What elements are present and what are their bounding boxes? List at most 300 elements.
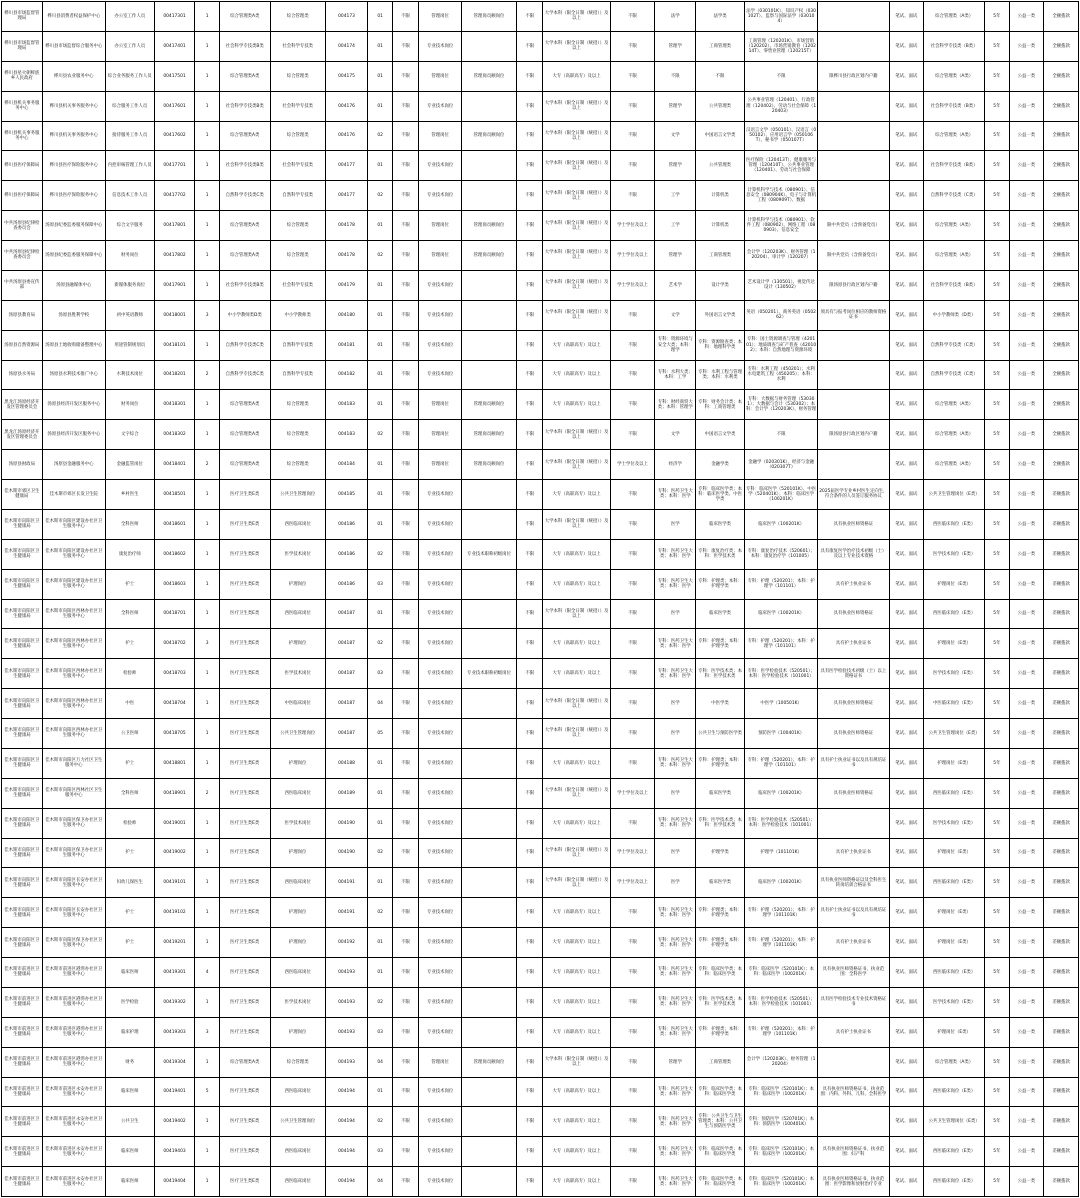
table-cell: 00419303 — [154, 1017, 195, 1047]
table-cell: 不限 — [392, 1077, 418, 1107]
table-cell: 中医学类 — [696, 689, 745, 719]
table-cell: 差额拨款 — [1044, 1047, 1079, 1077]
table-cell: 5年 — [985, 629, 1009, 659]
table-cell: 笔试、面试 — [889, 480, 924, 510]
table-cell: 公益一类 — [1009, 1077, 1044, 1107]
table-cell: 004194 — [325, 1167, 368, 1197]
table-cell: 笔试、面试 — [889, 211, 924, 241]
table-row — [2, 629, 1079, 659]
table-cell: 佳木斯市向阳区卫生健康局 — [2, 778, 43, 808]
table-cell: 不限 — [517, 360, 543, 390]
table-cell: 不限 — [392, 778, 418, 808]
table-cell: 差额拨款 — [1044, 868, 1079, 898]
table-cell: 00418301 — [154, 390, 195, 420]
table-cell: 05 — [368, 719, 392, 749]
table-cell: 公益一类 — [1009, 420, 1044, 450]
table-cell: 佳木斯市前进区永安办社区卫生服务中心 — [42, 1077, 105, 1107]
table-cell: 具有医学检验技术初级（士）以上资格证书 — [818, 659, 889, 689]
table-cell: 自然科学专技类C类 — [219, 181, 270, 211]
table-cell: 具有护士执业证书 — [818, 928, 889, 958]
table-cell: 笔试、面试 — [889, 539, 924, 569]
table-cell: 不限 — [392, 330, 418, 360]
table-cell: 佳木斯市前进区港湾办社区卫生服务中心 — [42, 958, 105, 988]
table-cell: 不限 — [392, 629, 418, 659]
table-cell: 专科：医药卫生大类；本科：医学 — [655, 1137, 696, 1167]
table-cell: 医疗卫生类E类 — [219, 569, 270, 599]
table-cell: 03 — [368, 1137, 392, 1167]
table-cell: 大学本科（限全日制（统招））及以上 — [543, 241, 610, 271]
table-cell: 佳木斯市前进区港湾办社区卫生服务中心 — [42, 1017, 105, 1047]
table-cell: 大学本科（限全日制（统招））及以上 — [543, 420, 610, 450]
table-cell: 5年 — [985, 1137, 1009, 1167]
table-cell: 004187 — [325, 689, 368, 719]
table-cell: 汤原县经济开发区服务中心 — [42, 420, 105, 450]
table-cell: 5年 — [985, 61, 1009, 91]
table-cell: 佳木斯市向阳区卫生健康局 — [2, 509, 43, 539]
table-cell: 管理学 — [655, 241, 696, 271]
table-cell: 佳木斯市向阳区西林办社区卫生服务中心 — [42, 719, 105, 749]
table-cell: 差额拨款 — [1044, 1137, 1079, 1167]
table-cell: 差额拨款 — [1044, 808, 1079, 838]
table-cell: 管理岗位 — [419, 390, 462, 420]
table-cell: 笔试、面试 — [889, 181, 924, 211]
table-cell — [818, 2, 889, 32]
table-cell: 不限 — [610, 1107, 655, 1137]
table-cell: 全额拨款 — [1044, 270, 1079, 300]
table-cell: 外国语言文学类 — [696, 300, 745, 330]
table-cell — [462, 868, 517, 898]
table-cell: 大专（高职高专）及以上 — [543, 480, 610, 510]
table-cell: 公共卫生管理岗位 — [270, 719, 325, 749]
table-cell: 社会科学专技类B类 — [219, 91, 270, 121]
table-cell: 不限 — [392, 270, 418, 300]
table-cell: 管理学 — [655, 151, 696, 181]
table-cell: 专科：水利工程与管理类；本科：水利类 — [696, 360, 745, 390]
table-body — [2, 2, 1079, 1197]
table-cell: 不限 — [610, 360, 655, 390]
table-cell: 不限 — [696, 61, 745, 91]
table-cell: 桦川县星火朝鲜族乡人民政府 — [2, 61, 43, 91]
table-cell: 3 — [195, 300, 219, 330]
table-cell: 笔试、面试 — [889, 31, 924, 61]
table-cell: 医学技术岗位 — [270, 987, 325, 1017]
table-cell: 不限 — [392, 300, 418, 330]
table-cell — [462, 509, 517, 539]
table-cell: 04 — [368, 1047, 392, 1077]
table-cell: 不限 — [610, 480, 655, 510]
table-cell: 不限 — [610, 539, 655, 569]
table-cell: 综合管理类 — [270, 241, 325, 271]
table-cell: 临床医师 — [105, 1077, 154, 1107]
table-row — [2, 689, 1079, 719]
table-cell: 临床医学（100201K） — [744, 599, 817, 629]
table-cell: 笔试、面试 — [889, 719, 924, 749]
table-cell: 自然科学专技类（C类） — [924, 330, 985, 360]
table-cell: 社会科学专技类B类 — [219, 31, 270, 61]
table-cell: 桦川县市场监督管理局 — [2, 31, 43, 61]
table-cell: 不限 — [517, 748, 543, 778]
table-cell: 004191 — [325, 898, 368, 928]
table-cell: 具有执业医师资格证书，执业范围：妇产科 — [818, 1137, 889, 1167]
table-cell: 不限 — [610, 928, 655, 958]
table-cell: 1 — [195, 270, 219, 300]
table-cell: 文字综合 — [105, 420, 154, 450]
table-cell: 00418703 — [154, 659, 195, 689]
table-cell: 综合管理类A类 — [219, 121, 270, 151]
table-cell: 综合管理类A类 — [219, 1047, 270, 1077]
table-cell — [462, 987, 517, 1017]
table-cell: 1 — [195, 151, 219, 181]
table-cell: 笔试、面试 — [889, 509, 924, 539]
table-cell: 中医 — [105, 689, 154, 719]
table-cell: 综合管理类（A类） — [924, 2, 985, 32]
table-cell: 临床护理 — [105, 1017, 154, 1047]
table-cell: 01 — [368, 61, 392, 91]
table-cell: 01 — [368, 31, 392, 61]
table-cell: 佳木斯市前进区永安办社区卫生服务中心 — [42, 1167, 105, 1197]
table-cell: 大学本科（限全日制（统招））及以上 — [543, 509, 610, 539]
table-cell: 02 — [368, 1107, 392, 1137]
table-cell — [462, 838, 517, 868]
table-cell: 00419401 — [154, 1077, 195, 1107]
table-cell: 不限 — [517, 121, 543, 151]
table-cell: 不限 — [392, 958, 418, 988]
table-row — [2, 898, 1079, 928]
table-cell: 专业技术岗位 — [419, 480, 462, 510]
table-cell: 限桦川县行政区划内户籍 — [818, 61, 889, 91]
table-cell: 综合管理类 — [270, 2, 325, 32]
table-cell: 专业技术岗位 — [419, 629, 462, 659]
table-cell: 综合管理类 — [270, 211, 325, 241]
table-cell: 社会科学专技类 — [270, 91, 325, 121]
table-cell: 公益一类 — [1009, 898, 1044, 928]
table-cell: 自然科学专技类 — [270, 330, 325, 360]
table-cell: 00418705 — [154, 719, 195, 749]
table-cell: 不限 — [610, 420, 655, 450]
table-cell: 004187 — [325, 659, 368, 689]
table-cell: 专业技术职称初级岗位 — [462, 659, 517, 689]
table-cell: 专业技术岗位 — [419, 1017, 462, 1047]
table-cell: 专科：医药卫生大类；本科：医学 — [655, 898, 696, 928]
table-cell: 笔试、面试 — [889, 1167, 924, 1197]
table-cell: 不限 — [517, 270, 543, 300]
table-cell — [818, 330, 889, 360]
table-cell: 00419403 — [154, 1137, 195, 1167]
table-cell: 综合服务工作人员 — [105, 91, 154, 121]
table-cell: 西医临床岗位 — [270, 868, 325, 898]
table-cell: 医学技术岗位（E类） — [924, 808, 985, 838]
table-cell — [462, 569, 517, 599]
table-cell — [462, 31, 517, 61]
table-cell: 佳木斯市向阳区卫生健康局 — [2, 629, 43, 659]
table-cell: 具有执业医师资格证书，执业范围：内科、外科、儿科、全科医学 — [818, 1077, 889, 1107]
table-cell — [462, 778, 517, 808]
table-cell: 佳木斯市向阳区保卫办社区卫生服务中心 — [42, 808, 105, 838]
table-row — [2, 868, 1079, 898]
table-cell: 专科：医学技术类；本科：医学技术类 — [696, 987, 745, 1017]
table-cell: 不限 — [655, 61, 696, 91]
table-cell: 5年 — [985, 330, 1009, 360]
table-cell: 大学本科（限全日制（统招））及以上 — [543, 151, 610, 181]
table-row — [2, 1167, 1079, 1197]
table-cell: 汤原县金融服务中心 — [42, 450, 105, 480]
table-cell: 文学 — [655, 121, 696, 151]
table-cell: 公益一类 — [1009, 1107, 1044, 1137]
table-cell: 不限 — [392, 121, 418, 151]
table-cell: 00419404 — [154, 1167, 195, 1197]
table-cell: 佳木斯市向阳区卫生健康局 — [2, 599, 43, 629]
table-cell: 00419402 — [154, 1107, 195, 1137]
table-cell: 不限 — [610, 629, 655, 659]
table-cell: 中国语言文学类 — [696, 121, 745, 151]
table-cell: 004186 — [325, 509, 368, 539]
table-cell: 综合管理类（A类） — [924, 121, 985, 151]
table-row — [2, 390, 1079, 420]
table-cell: 综合管理类（A类） — [924, 1047, 985, 1077]
table-cell — [462, 480, 517, 510]
table-cell: 工商管理类 — [696, 1047, 745, 1077]
table-cell: 5年 — [985, 987, 1009, 1017]
table-cell: 公益一类 — [1009, 599, 1044, 629]
table-cell: 汤原县土地收购储备整理中心 — [42, 330, 105, 360]
table-cell: 00417501 — [154, 61, 195, 91]
table-cell: 00417602 — [154, 121, 195, 151]
table-cell: 专科：资源勘查类；本科：地理科学类 — [696, 330, 745, 360]
table-cell: 004174 — [325, 31, 368, 61]
table-cell: 专科：医药卫生大类；本科：医学 — [655, 539, 696, 569]
table-cell: 临床医师 — [105, 958, 154, 988]
table-cell: 工学 — [655, 181, 696, 211]
table-row — [2, 480, 1079, 510]
table-cell: 佳木斯市向阳区卫生健康局 — [2, 898, 43, 928]
table-cell: 专科：医药卫生大类；本科：医学 — [655, 1167, 696, 1197]
table-cell: 不限 — [392, 61, 418, 91]
table-cell: 5年 — [985, 480, 1009, 510]
table-cell: 00417701 — [154, 151, 195, 181]
table-cell: 专业技术岗位 — [419, 659, 462, 689]
table-cell — [818, 31, 889, 61]
table-cell: 5年 — [985, 181, 1009, 211]
table-cell: 医疗卫生类E类 — [219, 1167, 270, 1197]
table-cell: 1 — [195, 330, 219, 360]
table-cell: 管理岗员额岗位 — [462, 450, 517, 480]
table-cell: 公益一类 — [1009, 808, 1044, 838]
table-cell: 专科：医药卫生大类；本科：医学 — [655, 808, 696, 838]
table-cell: 公益一类 — [1009, 390, 1044, 420]
table-cell: 具有护士执业证书 — [818, 838, 889, 868]
table-cell: 00417601 — [154, 91, 195, 121]
table-cell: 不限 — [610, 91, 655, 121]
table-cell: 不限 — [517, 1017, 543, 1047]
table-cell: 西医临床岗位（E类） — [924, 1137, 985, 1167]
table-cell: 大专（高职高专）及以上 — [543, 330, 610, 360]
table-cell — [462, 91, 517, 121]
table-cell: 佳木斯市向阳区卫生健康局 — [2, 659, 43, 689]
table-cell: 1 — [195, 121, 219, 151]
table-cell: 综合管理类（A类） — [924, 61, 985, 91]
table-cell: 不限 — [392, 450, 418, 480]
table-cell: 专业技术岗位 — [419, 719, 462, 749]
table-cell: 妇幼儿保医生 — [105, 868, 154, 898]
table-cell: 具有执业医师资格证 — [818, 599, 889, 629]
table-cell: 管理岗员额岗位 — [462, 1047, 517, 1077]
table-row — [2, 211, 1079, 241]
table-cell: 差额拨款 — [1044, 689, 1079, 719]
table-cell: 不限 — [517, 868, 543, 898]
table-cell: 公共卫生与预防医学类 — [696, 719, 745, 749]
table-cell: 综合管理类 — [270, 61, 325, 91]
table-cell: 全额拨款 — [1044, 360, 1079, 390]
table-cell: 笔试、面试 — [889, 300, 924, 330]
table-cell: 临床医师 — [105, 1167, 154, 1197]
table-row — [2, 360, 1079, 390]
table-cell: 佳木斯市向阳区西林办社区卫生服务中心 — [42, 629, 105, 659]
table-cell: 全科医师 — [105, 599, 154, 629]
table-cell: 笔试、面试 — [889, 91, 924, 121]
table-cell: 佳木斯市向阳区卫生健康局 — [2, 808, 43, 838]
table-cell: 004176 — [325, 91, 368, 121]
table-cell: 财务 — [105, 1047, 154, 1077]
table-cell: 西医临床岗位（E类） — [924, 1077, 985, 1107]
table-cell: 专科：护理（520201）；本科：护理学（101101） — [744, 629, 817, 659]
table-cell: 护理学（101101K） — [744, 838, 817, 868]
table-cell: 法学（030101K）、知识产权（030102T）、监察与国际法学（030104） — [744, 2, 817, 32]
table-cell: 02 — [368, 181, 392, 211]
table-cell: 不限 — [517, 689, 543, 719]
table-cell: 笔试、面试 — [889, 121, 924, 151]
table-cell: 佳木斯市前进区卫生健康局 — [2, 958, 43, 988]
table-cell: 笔试、面试 — [889, 61, 924, 91]
table-cell: 03 — [368, 1017, 392, 1047]
table-cell: 专科：医药卫生大类；本科：医学 — [655, 748, 696, 778]
table-row — [2, 748, 1079, 778]
table-cell: 5年 — [985, 569, 1009, 599]
table-cell: 全额拨款 — [1044, 2, 1079, 32]
table-cell: 不限 — [610, 1137, 655, 1167]
table-cell: 不限 — [610, 689, 655, 719]
table-cell: 不限 — [517, 1137, 543, 1167]
table-row — [2, 300, 1079, 330]
table-cell: 大专（高职高专）及以上 — [543, 629, 610, 659]
table-cell: 不限 — [517, 1077, 543, 1107]
table-cell: 管理岗位 — [419, 61, 462, 91]
table-cell: 不限 — [610, 1167, 655, 1197]
table-cell: 1 — [195, 1137, 219, 1167]
table-cell: 00418001 — [154, 300, 195, 330]
table-cell: 00419302 — [154, 987, 195, 1017]
table-cell — [462, 719, 517, 749]
table-cell: 大学本科（限全日制（统招））及以上 — [543, 91, 610, 121]
table-cell: 自然科学专技类C类 — [219, 330, 270, 360]
table-cell: 004173 — [325, 2, 368, 32]
table-cell: 护理岗位 — [270, 898, 325, 928]
table-cell: 5年 — [985, 360, 1009, 390]
table-cell: 具有执业医师资格证书，执业范围：全科医学 — [818, 958, 889, 988]
table-cell: 佳木斯市郊区卫生健康局 — [2, 480, 43, 510]
table-cell: 5年 — [985, 300, 1009, 330]
table-cell: 004185 — [325, 480, 368, 510]
table-cell: 02 — [368, 838, 392, 868]
table-cell: 管理学 — [655, 31, 696, 61]
table-cell: 不限 — [744, 420, 817, 450]
table-cell: 金融学类 — [696, 450, 745, 480]
table-cell: 西医临床岗位 — [270, 1077, 325, 1107]
table-cell: 差额拨款 — [1044, 539, 1079, 569]
table-cell: 公益一类 — [1009, 928, 1044, 958]
table-cell: 02 — [368, 629, 392, 659]
table-cell: 不限 — [610, 121, 655, 151]
table-cell: 1 — [195, 689, 219, 719]
table-cell: 公益一类 — [1009, 450, 1044, 480]
table-cell: 医学技术岗位（E类） — [924, 659, 985, 689]
table-cell: 不限 — [517, 838, 543, 868]
table-cell: 01 — [368, 91, 392, 121]
table-cell: 公卫医师 — [105, 719, 154, 749]
table-cell: 专业技术岗位 — [419, 91, 462, 121]
table-cell: 差额拨款 — [1044, 838, 1079, 868]
table-cell: 具有医学检验技术专业技术资格证书 — [818, 987, 889, 1017]
table-cell: 综合管理类（A类） — [924, 241, 985, 271]
table-cell: 00418602 — [154, 539, 195, 569]
table-cell: 桦川县市场监督综合服务中心 — [42, 31, 105, 61]
table-cell: 汤原县财政局 — [2, 450, 43, 480]
table-cell: 医疗卫生类E类 — [219, 958, 270, 988]
table-cell: 笔试、面试 — [889, 569, 924, 599]
table-cell: 西医临床岗位（E类） — [924, 868, 985, 898]
table-cell: 不限 — [392, 689, 418, 719]
table-cell: 工学 — [655, 211, 696, 241]
table-cell: 佳木斯市向阳区保卫办社区卫生服务中心 — [42, 928, 105, 958]
table-cell — [462, 181, 517, 211]
table-cell: 综合管理类 — [270, 121, 325, 151]
table-cell: 经济学 — [655, 450, 696, 480]
table-cell: 公益一类 — [1009, 2, 1044, 32]
table-cell: 不限 — [517, 509, 543, 539]
table-cell: 00418702 — [154, 629, 195, 659]
table-cell: 综合管理类A类 — [219, 2, 270, 32]
table-cell: 004186 — [325, 569, 368, 599]
table-cell: 01 — [368, 330, 392, 360]
table-cell: 汤原县水务局 — [2, 360, 43, 390]
table-cell: 大学本科（限全日制（统招））及以上 — [543, 211, 610, 241]
table-cell: 艺术学 — [655, 270, 696, 300]
table-cell: 1 — [195, 838, 219, 868]
table-cell: 公益一类 — [1009, 1017, 1044, 1047]
table-cell: 护士 — [105, 569, 154, 599]
table-cell: 全额拨款 — [1044, 241, 1079, 271]
table-cell: 用途管制规划员 — [105, 330, 154, 360]
table-cell: 差额拨款 — [1044, 480, 1079, 510]
table-cell: 限中共党员（含预备党员） — [818, 211, 889, 241]
table-cell: 笔试、面试 — [889, 778, 924, 808]
table-cell: 全额拨款 — [1044, 181, 1079, 211]
table-cell: 不限 — [610, 300, 655, 330]
table-cell: 汤原县教育局 — [2, 300, 43, 330]
table-cell: 笔试、面试 — [889, 898, 924, 928]
table-cell: 不限 — [517, 1107, 543, 1137]
table-cell: 大专（高职高专）及以上 — [543, 390, 610, 420]
table-cell: 00418101 — [154, 330, 195, 360]
table-cell: 差额拨款 — [1044, 987, 1079, 1017]
table-cell: 西医临床岗位 — [270, 1137, 325, 1167]
table-cell: 中共汤原县委宣传部 — [2, 270, 43, 300]
table-cell: 佳木斯市向阳区西林办社区卫生服务中心 — [42, 659, 105, 689]
table-cell: 公益一类 — [1009, 151, 1044, 181]
table-cell: 01 — [368, 509, 392, 539]
table-cell: 差额拨款 — [1044, 659, 1079, 689]
table-cell: 大学本科（限全日制（统招））及以上 — [543, 719, 610, 749]
table-cell: 004181 — [325, 330, 368, 360]
